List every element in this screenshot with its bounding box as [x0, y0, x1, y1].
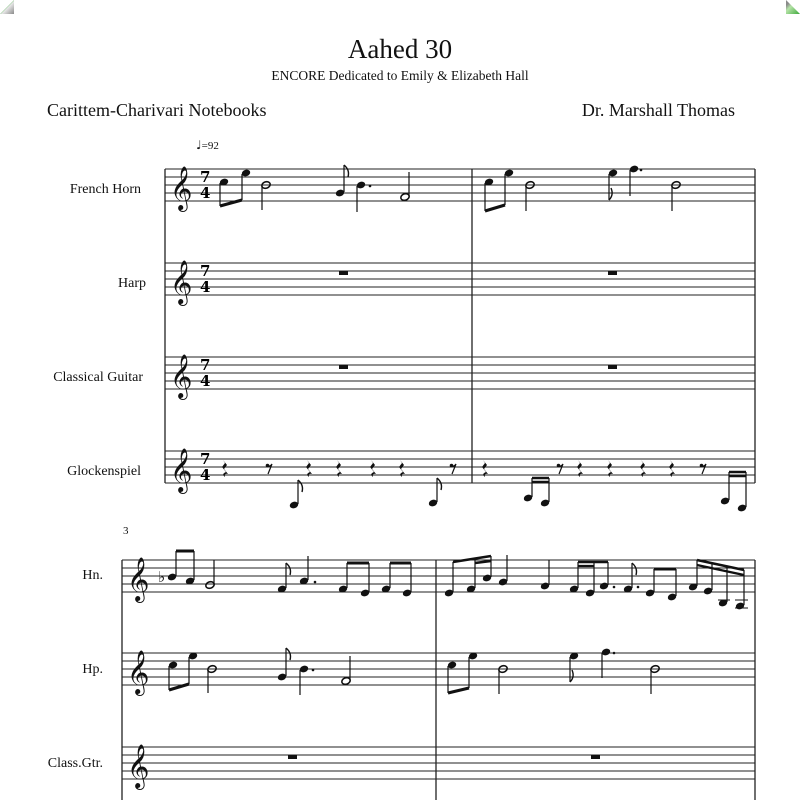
- instrument-label-french-horn: French Horn: [69, 182, 141, 197]
- score-title: Aahed 30: [347, 34, 453, 64]
- instrument-label-horn-abbr: Hn.: [82, 568, 103, 583]
- treble-clef-icon: 𝄞: [127, 650, 150, 694]
- quarter-note-icon: ♩: [196, 138, 202, 152]
- treble-clef-icon: 𝄞: [127, 744, 150, 788]
- flat-icon: ♭: [158, 568, 166, 586]
- treble-clef-icon: 𝄞: [127, 557, 150, 601]
- score-subtitle: ENCORE Dedicated to Emily & Elizabeth Hall: [271, 68, 529, 83]
- composer-credit: Dr. Marshall Thomas: [581, 100, 735, 120]
- instrument-label-harp-abbr: Hp.: [82, 662, 103, 677]
- instrument-label-glockenspiel: Glockenspiel: [67, 464, 141, 479]
- tempo-marking: ♩=92: [196, 138, 219, 152]
- instrument-label-harp: Harp: [118, 276, 146, 291]
- treble-clef-icon: 𝄞: [170, 448, 193, 492]
- score-notation: 74 𝄞 𝄞 𝄞 𝄞 𝄞 ♭ 𝄞 𝄞: [0, 0, 800, 800]
- instrument-label-classical-guitar: Classical Guitar: [53, 370, 143, 385]
- measure-number: 3: [123, 525, 129, 537]
- treble-clef-icon: 𝄞: [170, 166, 193, 210]
- collection-credit: Carittem-Charivari Notebooks: [47, 100, 267, 120]
- instrument-label-guitar-abbr: Class.Gtr.: [47, 756, 103, 771]
- treble-clef-icon: 𝄞: [170, 354, 193, 398]
- treble-clef-icon: 𝄞: [170, 260, 193, 304]
